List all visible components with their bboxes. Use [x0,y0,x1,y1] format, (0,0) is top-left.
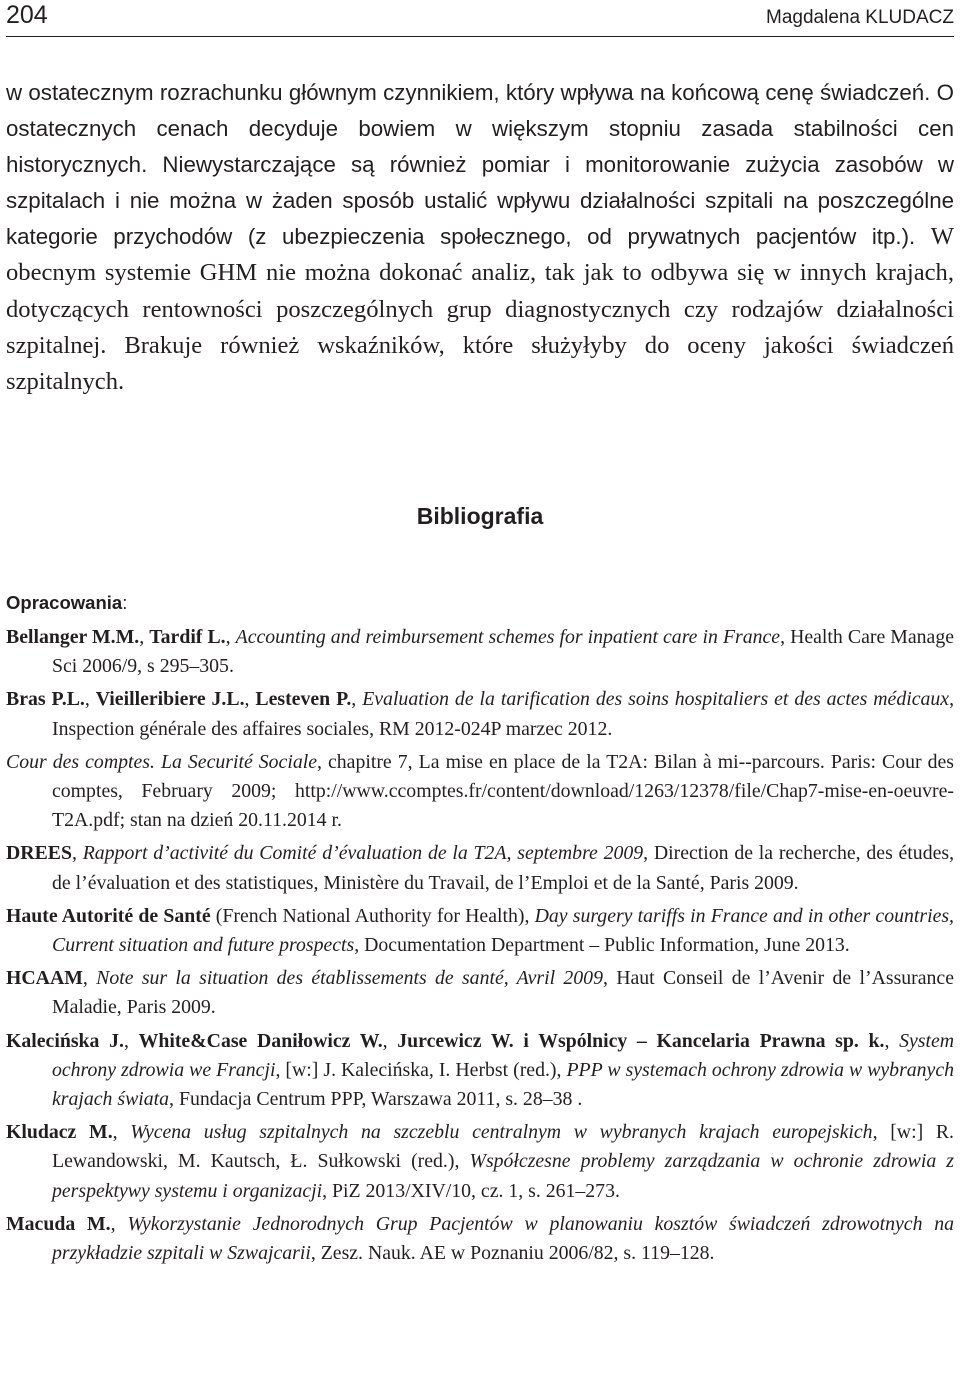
bib-separator: , [139,626,150,648]
bib-separator: , [110,1212,128,1235]
bib-entry [6,902,954,960]
running-header [6,0,954,37]
bib-details: , [w:] J. Kalecińska, I. Herbst (red.), [275,1058,567,1081]
bib-details: , Fundacja Centrum PPP, Warszawa 2011, s. 28–38 . [169,1088,583,1111]
bib-separator: , [84,688,96,711]
subsection-label-text: Opracowania [6,592,123,613]
bib-author: Bellanger M.M. [6,626,140,648]
bib-author: DREES [6,842,72,865]
bib-author: Macuda M. [6,1212,111,1235]
bib-author: Jurcewicz W. i Wspólnicy – Kancelaria Prawna sp. k. [397,1029,885,1052]
bib-title: System ochrony zdrowia we Francji [52,1029,955,1081]
bib-details: , Health Care Manage Sci 2006/9, s 295–305. [52,626,954,678]
bib-entry [6,839,954,897]
page-number: 204 [6,1,48,29]
bib-title: Evaluation de la tarification des soins hospitaliers et des actes médicaux [362,688,950,711]
bib-details: , Documentation Department – Public Information, June 2013. [354,934,850,957]
bib-entry [6,623,954,681]
bib-title: Rapport d’activité du Comité d’évaluation de la T2A, septembre 2009 [82,842,644,865]
bib-separator: , [382,1029,398,1052]
bibliography-list [6,623,954,1272]
bib-separator: , [884,1029,900,1052]
bib-title: Cour des comptes. La Securité Sociale [6,750,318,773]
subsection-label [6,592,127,614]
subsection-label-colon: : [122,592,128,613]
bib-entry [6,1027,954,1115]
bib-author: Haute Autorité de Santé [6,904,211,927]
bib-separator: , [112,1121,131,1144]
section-title: Bibliografia [416,503,544,529]
bib-details: , PiZ 2013/XIV/10, cz. 1, s. 261–273. [322,1179,620,1202]
bib-separator: , [82,967,97,990]
body-text-part-1: w ostatecznym rozrachunku głównym czynnikiem, który wpływa na końcową cenę świadczeń. O ostatecznych cenach decyduje bowiem w większym stopniu zasada stabilności cen historycznych. [6,80,954,178]
bib-details: , Zesz. Nauk. AE w Poznaniu 2006/82, s. 119–128. [310,1242,715,1265]
bib-separator: , [351,688,363,711]
body-paragraph [6,75,954,400]
bib-details: , Inspection générale des affaires sociales, RM 2012-024P marzec 2012. [52,688,955,740]
bib-separator: , [244,688,256,711]
bib-entry [6,748,954,836]
bib-details: , Direction de la recherche, des études, de l’évaluation et des statistiques, Ministère du Travail, de l’Emploi et de la Santé, Paris 2009. [52,842,955,894]
bib-author: Bras P.L. [6,688,85,711]
bib-author: Tardif L. [149,626,226,648]
bib-author: White&Case Daniłowicz W. [138,1029,383,1052]
bib-title: Wykorzystanie Jednorodnych Grup Pacjentów w planowaniu kosztów świadczeń zdrowotnych na przykładzie szpitali w Szwajcarii [52,1212,955,1265]
bib-separator: , [71,842,83,865]
bib-title: Współczesne problemy zarządzania w ochronie zdrowia z perspektywy systemu i organizacji [52,1150,955,1202]
bib-author: Kludacz M. [6,1121,113,1144]
bib-details: , chapitre 7, La mise en place de la T2A: Bilan à mi--parcours. Paris: Cour des comptes, February 2009; http://www.ccomptes.fr/content/download/1263/12378/file/Chap7-mise-en-oeuvre-T2A.pdf; stan na dzień 20.11.2014 r. [52,750,955,832]
bib-title: Wycena usług szpitalnych na szczeblu centralnym w wybranych krajach europejskich [130,1121,873,1144]
bib-title: Note sur la situation des établissements de santé, Avril 2009 [96,967,603,990]
bib-title: Accounting and reimbursement schemes for inpatient care in France [235,626,781,648]
bib-separator: , [123,1029,139,1052]
bib-separator: , [225,626,236,648]
bib-author: Vieilleribiere J.L. [95,688,245,711]
bib-entry [6,685,954,743]
bib-entry [6,1210,954,1268]
bib-details: , [w:] R. Lewandowski, M. Kautsch, Ł. Sułkowski (red.), [52,1121,954,1173]
bib-author: Kalecińska J. [6,1029,124,1052]
body-text-part-2: Niewystarczające są również pomiar i monitorowanie zużycia zasobów w szpitalach i nie można w żaden sposób ustalić wpływu działalności szpitali na poszczególne kategorie przychodów (z ubezpieczenia społecznego, od prywatnych pacjentów itp.). [6,152,954,250]
bib-author: Lesteven P. [255,688,352,711]
running-head-author: Magdalena KLUDACZ [766,7,954,28]
body-text-part-3: W obecnym systemie GHM nie można dokonać analiz, tak jak to odbywa się w innych krajach, dotyczących rentowności poszczególnych grup diagnostycznych czy rodzajów działalności szpitalnej. Brakuje również wskaźników, które służyłyby do oceny jakości świadczeń szpitalnych. [6,223,954,395]
bib-entry [6,964,954,1022]
bib-details: , Haut Conseil de l’Avenir de l’Assurance Maladie, Paris 2009. [52,967,954,1019]
bib-author: HCAAM [6,967,83,990]
bib-entry [6,1118,954,1206]
bib-details: (French National Authority for Health), [210,904,535,927]
bib-title: PPP w systemach ochrony zdrowia w wybranych krajach świata [52,1058,954,1111]
bib-title: Day surgery tariffs in France and in other countries, Current situation and future prospects [52,904,954,957]
